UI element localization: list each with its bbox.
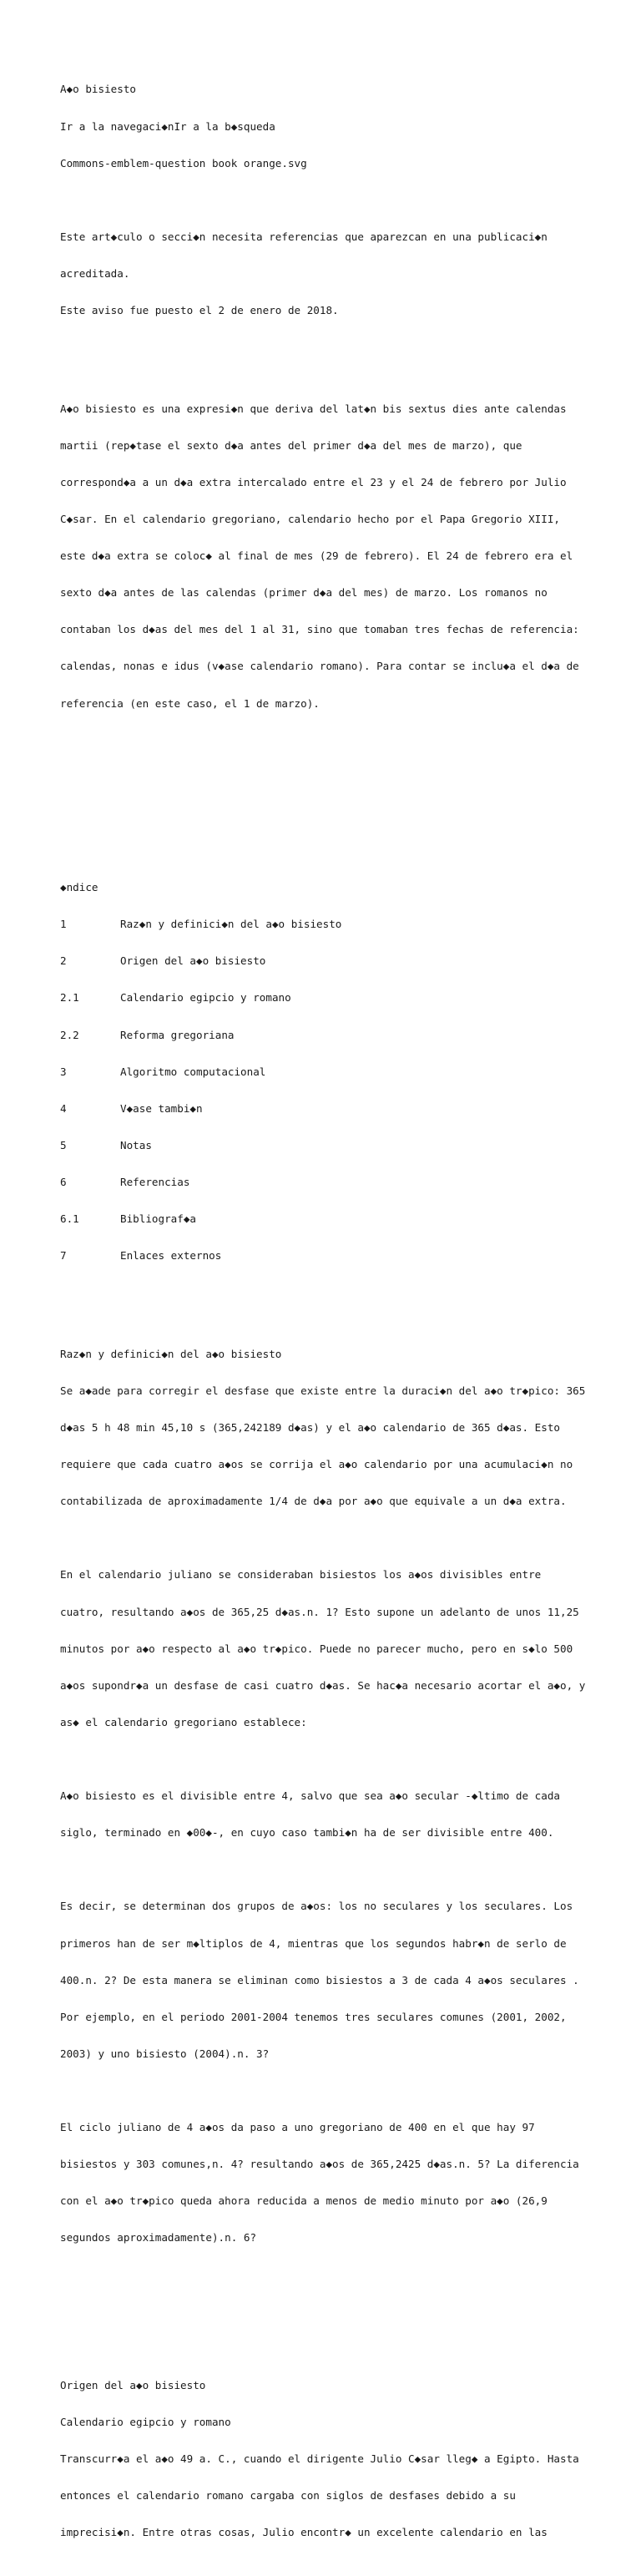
- toc-item-label: Origen del a◆o bisiesto: [120, 954, 266, 968]
- toc-item-label: V◆ase tambi◆n: [120, 1101, 203, 1115]
- toc-item-label: Calendario egipcio y romano: [120, 991, 291, 1005]
- toc-item-label: Bibliograf◆a: [120, 1212, 196, 1226]
- toc-item[interactable]: [60, 1177, 594, 1189]
- intro-paragraph: [60, 378, 594, 734]
- toc-heading: ◆ndice: [60, 881, 98, 894]
- paragraph-line: Transcurr◆a el a◆o 49 a. C., cuando el dirigente Julio C◆sar lleg◆ a Egipto. Hasta: [60, 2452, 579, 2465]
- toc-item[interactable]: [60, 1140, 594, 1152]
- toc-item-label: Reforma gregoriana: [120, 1028, 235, 1041]
- paragraph-line: as◆ el calendario gregoriano establece:: [60, 1715, 307, 1728]
- toc-item-number: 1: [60, 918, 67, 931]
- intro-line: este d◆a extra se coloc◆ al final de mes (29 de febrero). El 24 de febrero era el: [60, 549, 573, 563]
- toc-item-label: Enlaces externos: [120, 1249, 222, 1263]
- paragraph-line: requiere que cada cuatro a◆os se corrija el a◆o calendario por una acumulaci◆n no: [60, 1458, 573, 1471]
- section-heading: Raz◆n y definici◆n del a◆o bisiesto: [60, 1347, 282, 1360]
- notice-date-line: Este aviso fue puesto el 2 de enero de 2018.: [60, 304, 339, 317]
- toc-item[interactable]: [60, 1250, 594, 1263]
- paragraph-line: entonces el calendario romano cargaba con siglos de desfases debido a su: [60, 2489, 516, 2503]
- paragraph-line: Por ejemplo, en el periodo 2001-2004 tenemos tres seculares comunes (2001, 2002,: [60, 2010, 567, 2023]
- spacer: [60, 808, 594, 821]
- paragraph-line: contabilizada de aproximadamente 1/4 de d◆a por a◆o que equivale a un d◆a extra.: [60, 1495, 567, 1508]
- toc-item-number: 3: [60, 1065, 67, 1078]
- paragraph-line: Se a◆ade para corregir el desfase que existe entre la duraci◆n del a◆o tr◆pico: 365: [60, 1384, 586, 1397]
- document-body: [60, 59, 594, 2576]
- toc-item-number: 6.1: [60, 1212, 79, 1226]
- toc-item[interactable]: [60, 1066, 594, 1079]
- notice-line: acreditada.: [60, 266, 130, 280]
- paragraph-line: siglo, terminado en ◆00◆-, en cuyo caso tambi◆n ha de ser divisible entre 400.: [60, 1826, 554, 1840]
- toc-item[interactable]: [60, 1030, 594, 1042]
- toc-item-label: Raz◆n y definici◆n del a◆o bisiesto: [120, 918, 342, 931]
- section-razon: [60, 1323, 594, 2269]
- emblem-filename: Commons-emblem-question book orange.svg: [60, 156, 307, 170]
- toc-item-number: 6: [60, 1175, 67, 1188]
- section-origen: [60, 2355, 594, 2563]
- paragraph-line: imprecisi◆n. Entre otras cosas, Julio encontr◆ un excelente calendario en las: [60, 2526, 548, 2539]
- paragraph-line: segundos aproximadamente).n. 6?: [60, 2231, 257, 2245]
- spacer: [60, 1754, 594, 1766]
- subsection-heading: Calendario egipcio y romano: [60, 2415, 231, 2428]
- paragraph-line: bisiestos y 303 comunes,n. 4? resultando a◆os de 365,2425 d◆as.n. 5? La diferencia: [60, 2158, 579, 2171]
- toc-item-number: 2.1: [60, 991, 79, 1005]
- paragraph-line: 2003) y uno bisiesto (2004).n. 3?: [60, 2047, 270, 2060]
- intro-line: referencia (en este caso, el 1 de marzo).: [60, 696, 320, 710]
- spacer: [60, 2085, 594, 2098]
- intro-line: calendas, nonas e idus (v◆ase calendario romano). Para contar se inclu◆a el d◆a de: [60, 660, 579, 673]
- toc-item-number: 7: [60, 1249, 67, 1263]
- references-notice: [60, 206, 594, 342]
- paragraph-line: con el a◆o tr◆pico queda ahora reducida a menos de medio minuto por a◆o (26,9: [60, 2194, 548, 2208]
- toc-item[interactable]: [60, 1213, 594, 1226]
- toc-item-label: Referencias: [120, 1175, 190, 1188]
- intro-line: martii (rep◆tase el sexto d◆a antes del primer d◆a del mes de marzo), que: [60, 438, 522, 452]
- toc-item-number: 5: [60, 1138, 67, 1151]
- paragraph-line: primeros han de ser m◆ltiplos de 4, mientras que los segundos habr◆n de serlo de: [60, 1936, 567, 1950]
- toc-item-label: Notas: [120, 1138, 152, 1151]
- intro-line: correspond◆a a un d◆a extra intercalado entre el 23 y el 24 de febrero por Julio: [60, 475, 567, 488]
- nav-links-line: Ir a la navegaci◆nIr a la b◆squeda: [60, 119, 275, 133]
- toc-item[interactable]: [60, 919, 594, 931]
- section-heading: Origen del a◆o bisiesto: [60, 2378, 206, 2391]
- paragraph-line: Es decir, se determinan dos grupos de a◆os: los no seculares y los seculares. Los: [60, 1900, 573, 1913]
- paragraph-line: A◆o bisiesto es el divisible entre 4, salvo que sea a◆o secular -◆ltimo de cada: [60, 1789, 560, 1803]
- spacer: [60, 1864, 594, 1876]
- intro-line: contaban los d◆as del mes del 1 al 31, sino que tomaban tres fechas de referencia:: [60, 623, 579, 636]
- intro-line: sexto d◆a antes de las calendas (primer d◆a del mes) de marzo. Los romanos no: [60, 586, 548, 600]
- toc-item[interactable]: [60, 955, 594, 968]
- notice-line: Este art◆culo o secci◆n necesita referencias que aparezcan en una publicaci◆n: [60, 230, 548, 243]
- table-of-contents: [60, 858, 594, 1288]
- paragraph-line: d◆as 5 h 48 min 45,10 s (365,242189 d◆as) y el a◆o calendario de 365 d◆as. Esto: [60, 1421, 560, 1435]
- paragraph-line: En el calendario juliano se consideraban bisiestos los a◆os divisibles entre: [60, 1568, 542, 1582]
- toc-item-number: 2: [60, 954, 67, 968]
- toc-item-label: Algoritmo computacional: [120, 1065, 266, 1078]
- toc-item[interactable]: [60, 1103, 594, 1116]
- paragraph-line: El ciclo juliano de 4 a◆os da paso a uno gregoriano de 400 en el que hay 97: [60, 2121, 535, 2134]
- paragraph-line: 400.n. 2? De esta manera se eliminan como bisiestos a 3 de cada 4 a◆os seculares .: [60, 1973, 579, 1986]
- spacer: [60, 1532, 594, 1545]
- paragraph-line: minutos por a◆o respecto al a◆o tr◆pico. Puede no parecer mucho, pero en s◆lo 500: [60, 1642, 573, 1655]
- paragraph-line: a◆os supondr◆a un desfase de casi cuatro d◆as. Se hac◆a necesario acortar el a◆o, y: [60, 1678, 586, 1692]
- toc-item-number: 2.2: [60, 1028, 79, 1041]
- intro-line: C◆sar. En el calendario gregoriano, calendario hecho por el Papa Gregorio XIII,: [60, 513, 560, 526]
- paragraph-line: cuatro, resultando a◆os de 365,25 d◆as.n. 1? Esto supone un adelanto de unos 11,25: [60, 1605, 579, 1618]
- spacer: [60, 772, 594, 784]
- spacer: [60, 2306, 594, 2319]
- page-title: A◆o bisiesto: [60, 83, 136, 96]
- toc-item-number: 4: [60, 1101, 67, 1115]
- intro-line: A◆o bisiesto es una expresi◆n que deriva del lat◆n bis sextus dies ante calendas: [60, 402, 567, 415]
- toc-item[interactable]: [60, 992, 594, 1005]
